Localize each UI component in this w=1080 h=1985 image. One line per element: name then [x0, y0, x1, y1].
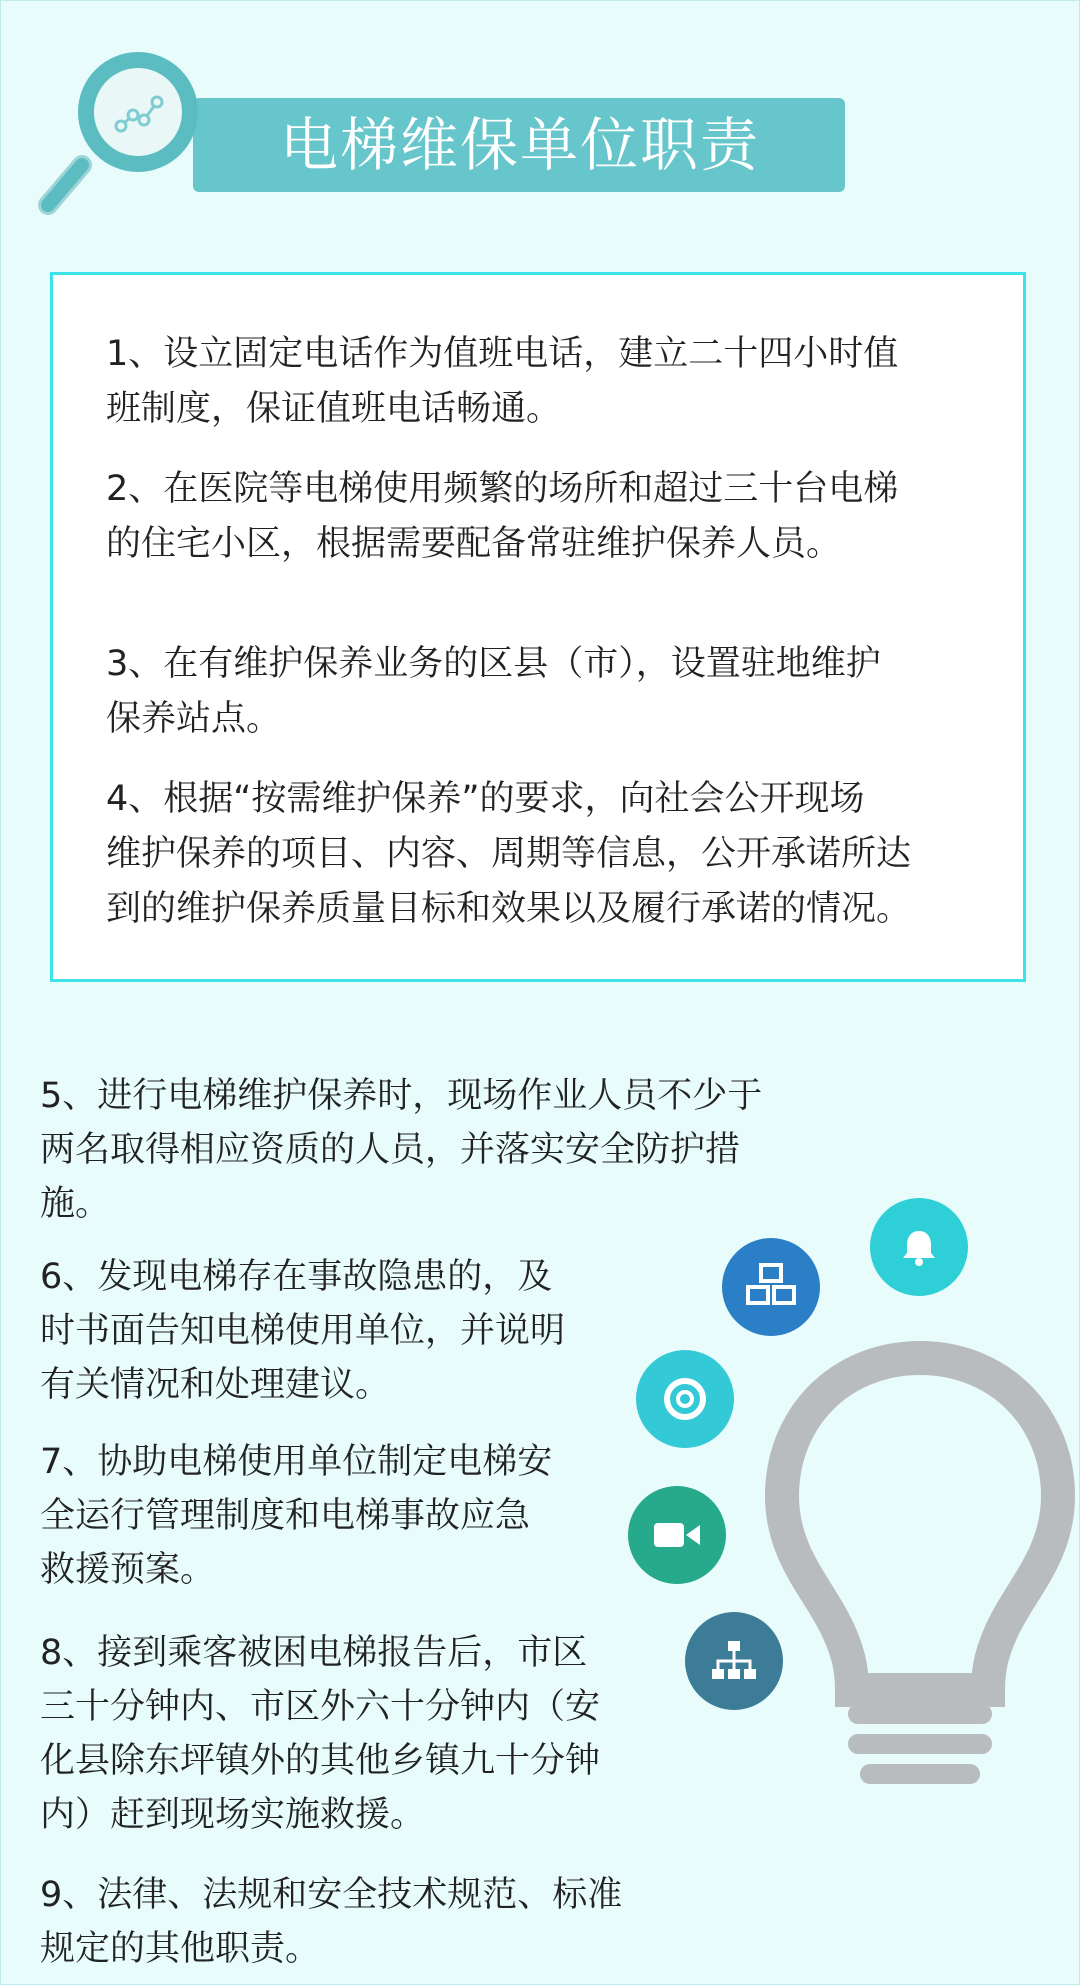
lifebuoy-icon	[636, 1350, 734, 1448]
duty-line: 两名取得相应资质的人员，并落实安全防护措	[40, 1130, 741, 1170]
duty-line: 1、设立固定电话作为值班电话，建立二十四小时值	[106, 334, 899, 374]
duty-line: 到的维护保养质量目标和效果以及履行承诺的情况。	[106, 889, 912, 929]
duty-line: 2、在医院等电梯使用频繁的场所和超过三十台电梯	[106, 469, 899, 509]
duty-item-4	[106, 772, 911, 937]
duty-item-3	[106, 637, 881, 747]
duty-item-1	[106, 327, 898, 437]
duty-line: 8、接到乘客被困电梯报告后，市区	[40, 1633, 588, 1673]
bell-icon	[870, 1198, 968, 1296]
video-camera-icon	[628, 1486, 726, 1584]
duty-line: 维护保养的项目、内容、周期等信息，公开承诺所达	[106, 834, 912, 874]
page-title: 电梯维保单位职责	[280, 111, 761, 179]
duty-line: 9、法律、法规和安全技术规范、标准	[40, 1875, 623, 1915]
duty-line: 的住宅小区，根据需要配备常驻维护保养人员。	[106, 524, 842, 564]
duty-item-2	[106, 462, 898, 572]
duty-line: 施。	[40, 1184, 111, 1224]
duty-item-9	[40, 1868, 622, 1976]
sitemap-icon	[685, 1612, 783, 1710]
duty-item-8	[40, 1626, 600, 1842]
magnifier-icon	[30, 40, 210, 230]
duty-line: 班制度，保证值班电话畅通。	[106, 389, 562, 429]
duty-line: 三十分钟内、市区外六十分钟内（安	[40, 1687, 601, 1727]
duty-line: 6、发现电梯存在事故隐患的，及	[40, 1257, 553, 1297]
cubes-icon	[722, 1238, 820, 1336]
duty-line: 内）赶到现场实施救援。	[40, 1795, 426, 1835]
duty-line: 有关情况和处理建议。	[40, 1365, 391, 1405]
duty-line: 救援预案。	[40, 1550, 216, 1590]
duty-item-5	[40, 1069, 762, 1231]
duty-item-6	[40, 1250, 565, 1412]
light-bulb-icon	[760, 1318, 1080, 1798]
duty-line: 全运行管理制度和电梯事故应急	[40, 1496, 531, 1536]
duty-line: 3、在有维护保养业务的区县（市），设置驻地维护	[106, 644, 881, 684]
duty-line: 时书面告知电梯使用单位，并说明	[40, 1311, 566, 1351]
duty-line: 保养站点。	[106, 699, 282, 739]
duty-line: 化县除东坪镇外的其他乡镇九十分钟	[40, 1741, 601, 1781]
duty-line: 7、协助电梯使用单位制定电梯安	[40, 1442, 553, 1482]
duty-line: 5、进行电梯维护保养时，现场作业人员不少于	[40, 1076, 763, 1116]
duty-line: 规定的其他职责。	[40, 1929, 321, 1969]
duty-item-7	[40, 1435, 552, 1597]
duty-line: 4、根据“按需维护保养”的要求，向社会公开现场	[106, 779, 865, 819]
